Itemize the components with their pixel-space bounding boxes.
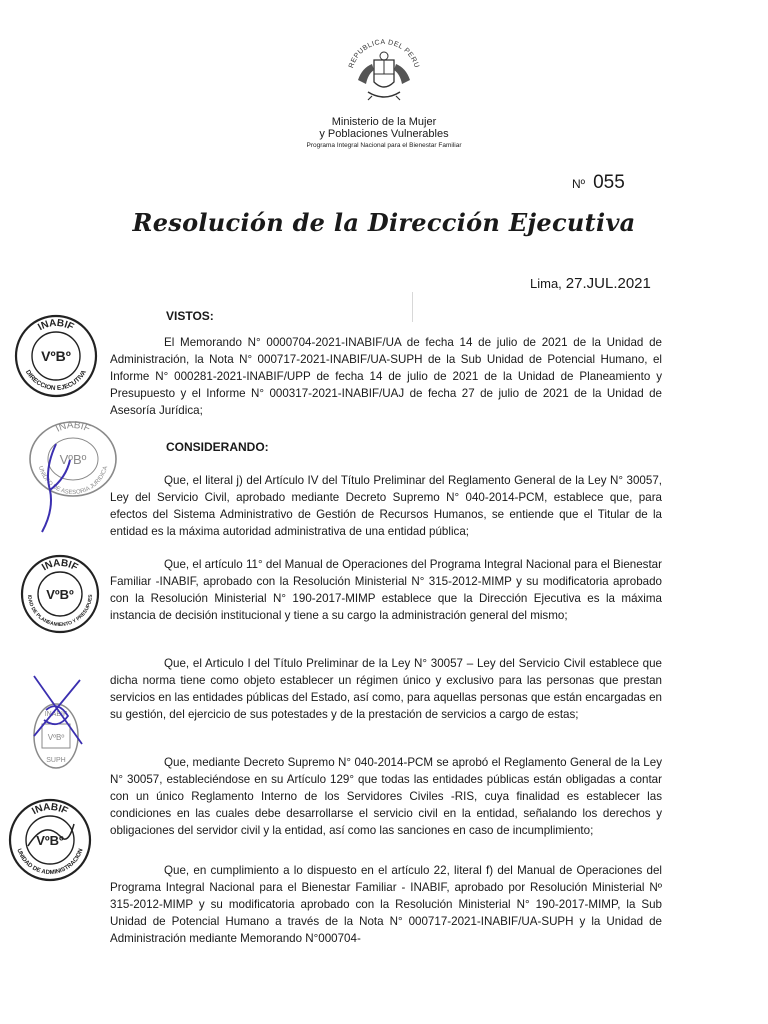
document-title: Resolución de la Dirección Ejecutiva	[132, 208, 636, 237]
stamp-planeamiento-presupuesto	[18, 552, 102, 636]
svg-text:VºBº: VºBº	[46, 587, 74, 602]
ministry-line-2: y Poblaciones Vulnerables	[319, 128, 449, 140]
stamp-direccion-ejecutiva	[12, 312, 100, 400]
seal-text: REPUBLICA DEL PERU	[348, 38, 420, 70]
paragraph-4: Que, mediante Decreto Supremo N° 040-2014-PCM se aprobó el Reglamento General de la Ley N° 30057, estableciéndose en su Artículo 129° que todas las entidades públicas están obligadas a contar con un único Reglamento Interno de los Servidores Civiles -RIS, cuya finalidad es establecer las condiciones en las cuales debe desarrollarse el servicio civil en la entidad, señalando los derechos y obligaciones del servidor civil y la entidad, así como las sanciones en caso de incumplimiento;	[110, 756, 662, 837]
paragraph-1: Que, el literal j) del Artículo IV del Título Preliminar del Reglamento General de la Ley N° 30057, Ley del Servicio Civil, aprobado mediante Decreto Supremo N° 040-2014-PCM, establece que, para efectos del Sistema Administrativo de Gestión de Recursos Humanos, se entiende que el Titular de la entidad es la máxima autoridad administrativa de una entidad pública;	[110, 474, 662, 538]
coat-of-arms-icon	[338, 30, 430, 116]
svg-text:UNIDAD DE PLANEAMIENTO Y PRESU: IDAD DE PLANEAMIENTO Y PRESUPUES	[26, 594, 95, 629]
svg-text:INABIF: INABIF	[44, 711, 68, 718]
paragraph-2: Que, el artículo 11° del Manual de Operaciones del Programa Integral Nacional para el Bienestar Familiar -INABIF, aprobado con la Resolución Ministerial N° 315-2012-MIMP y su modificatoria aprobado con la Resolución Ministerial N° 190-2017-MIMP establece que la Dirección Ejecutiva es la máxima instancia de decisión institucional y tiene a su cargo la administración general del mismo;	[110, 558, 662, 622]
date-value: 27.JUL.2021	[565, 275, 651, 292]
heading-considerando: CONSIDERANDO:	[166, 440, 269, 454]
svg-text:SUPH: SUPH	[46, 757, 66, 764]
number-value: 055	[593, 172, 625, 193]
svg-text:VºBº: VºBº	[47, 733, 65, 742]
svg-text:VºBº: VºBº	[59, 452, 87, 467]
svg-text:INABIF: INABIF	[53, 419, 92, 435]
paragraph-3: Que, el Articulo I del Título Preliminar de la Ley N° 30057 – Ley del Servicio Civil establece que dicha norma tiene como objeto establecer un régimen único y exclusivo para las personas que prestan servicios en las entidades públicas del Estado, así como, para aquellas personas que están encargadas en su gestión, del ejercicio de sus potestades y de la prestación de servicios a cargo de estas;	[110, 657, 662, 721]
svg-text:INABIF: INABIF	[30, 801, 70, 818]
paragraph-vistos: El Memorando N° 0000704-2021-INABIF/UA de fecha 14 de julio de 2021 de la Unidad de Administración, la Nota N° 000717-2021-INABIF/UA-SUPH de la Sub Unidad de Potencial Humano, el Informe N° 000281-2021-INABIF/UPP de fecha 14 de julio de 2021 de la Unidad de Planeamiento y Presupuesto y el Informe N° 000317-2021-INABIF/UAJ de fecha 27 de julio de 2021 de la Unidad de Asesoría Jurídica;	[110, 336, 662, 417]
svg-text:VºBº: VºBº	[36, 833, 64, 848]
signature-4	[24, 670, 94, 770]
document-date	[530, 275, 651, 292]
number-label: Nº	[572, 177, 586, 191]
svg-text:INABIF: INABIF	[36, 317, 76, 334]
ministry-line-1: Ministerio de la Mujer	[331, 116, 437, 128]
signature-2	[26, 440, 86, 540]
signature-5	[20, 806, 80, 866]
svg-text:UNIDAD DE ADMINISTRACION: UNIDAD DE ADMINISTRACION	[15, 848, 85, 877]
svg-text:INABIF: INABIF	[40, 557, 80, 574]
paragraph-5: Que, en cumplimiento a lo dispuesto en el artículo 22, literal f) del Manual de Operaciones del Programa Integral Nacional para el Bienestar Familiar - INABIF, aprobado por Resolución Ministerial Nº 315-2012-MIMP y su modificatoria aprobado con la Resolución Ministerial N° 190-2017-MIMP, la Sub Unidad de Potencial Humano a través de la Nota N° 000717-2021-INABIF/UA-SUPH y la Unidad de Administración mediante Memorando N°000704-	[110, 864, 662, 945]
resolution-number	[572, 172, 625, 194]
scan-mark	[412, 292, 413, 322]
svg-text:UNIDAD DE ASESORIA JURIDICA: UNIDAD DE ASESORIA JURIDICA	[36, 465, 110, 497]
date-city: Lima,	[530, 276, 562, 291]
ministry-block	[260, 116, 508, 152]
heading-vistos: VISTOS:	[166, 309, 214, 323]
svg-text:VºBº: VºBº	[41, 348, 71, 364]
program-line: Programa Integral Nacional para el Bienestar Familiar	[306, 142, 462, 149]
svg-text:DIRECCION EJECUTIVA: DIRECCION EJECUTIVA	[23, 368, 89, 393]
